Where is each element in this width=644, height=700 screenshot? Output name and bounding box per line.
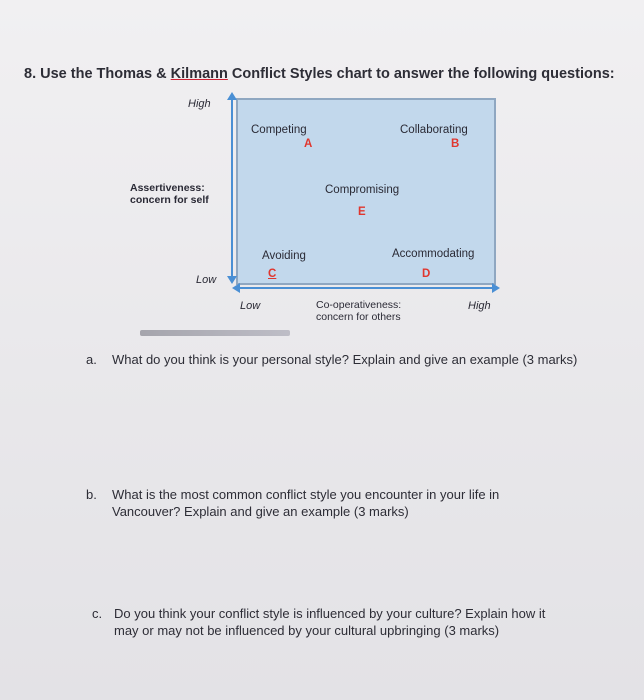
sub-question-b-line1: What is the most common conflict style you encounter in your life in [112, 487, 500, 502]
x-axis-title [316, 299, 436, 323]
y-axis-title-line1: Assertiveness: [130, 182, 205, 194]
sub-question-a [86, 351, 626, 368]
sub-question-c-line1: Do you think your conflict style is influenced by your culture? Explain how it [114, 606, 546, 621]
style-accommodating-label: Accommodating [392, 248, 475, 260]
sub-question-c-mark: c. [92, 606, 103, 621]
question-text-after: Conflict Styles chart to answer the following questions: [227, 66, 615, 82]
y-axis-high-label: High [188, 98, 211, 110]
question-ampersand: & [156, 66, 167, 82]
style-accommodating-letter: D [422, 268, 431, 280]
x-axis-low-label: Low [240, 300, 261, 312]
sub-question-c [92, 605, 612, 639]
y-axis-title-line2: concern for self [130, 194, 209, 206]
x-axis-title-line1: Co-operativeness: [316, 299, 402, 311]
question-kilmann: Kilmann [170, 66, 228, 82]
style-competing-label: Competing [251, 124, 307, 136]
y-axis-low-label: Low [196, 274, 217, 286]
sub-question-c-line2: may or may not be influenced by your cultural upbringing (3 marks) [114, 623, 500, 638]
question-text-before: Use the Thomas [40, 66, 157, 82]
y-axis-title [130, 182, 230, 206]
style-competing-letter: A [304, 138, 313, 150]
y-axis-arrow-down [227, 276, 237, 284]
style-avoiding-label: Avoiding [262, 250, 306, 262]
question-number: 8. [24, 66, 37, 82]
x-axis-high-label: High [468, 300, 491, 312]
sub-question-b-line2: Vancouver? Explain and give an example (3 marks) [112, 504, 409, 519]
style-compromising-letter: E [358, 206, 366, 218]
sub-question-b [86, 486, 606, 520]
y-axis-arrow-up [227, 92, 237, 100]
x-axis-arrow-left [232, 283, 240, 293]
sub-question-b-mark: b. [86, 487, 97, 502]
sub-question-a-mark: a. [86, 352, 97, 367]
style-avoiding-letter: C [268, 268, 277, 280]
style-collaborating-label: Collaborating [400, 124, 468, 136]
style-compromising-label: Compromising [325, 184, 400, 196]
x-axis-arrow-right [492, 283, 500, 293]
sub-question-a-text: What do you think is your personal style? Explain and give an example (3 marks) [112, 352, 578, 367]
style-collaborating-letter: B [451, 138, 460, 150]
chart-source-caption [140, 330, 290, 336]
x-axis-title-line2: concern for others [316, 311, 401, 323]
